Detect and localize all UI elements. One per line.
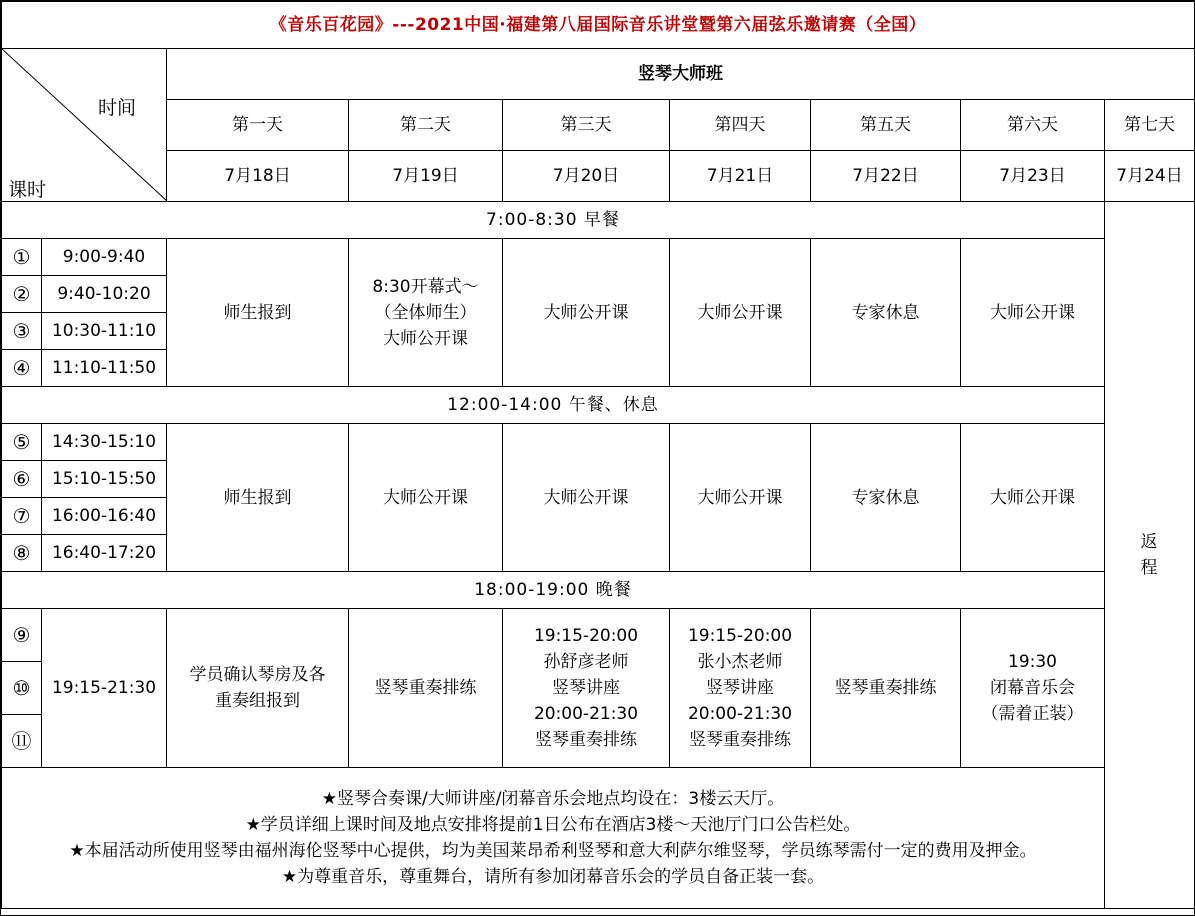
corner-label-time: 时间 [97,97,136,119]
day-header: 第六天 [961,100,1105,151]
cell-line: 8:30开幕式～ [372,276,479,297]
slot-time: 9:00-9:40 [42,239,167,276]
afternoon-day3: 大师公开课 [503,424,670,572]
slot-number: ⑥ [2,461,42,498]
slot-number: ① [2,239,42,276]
cell-line: 学员确认琴房及各 [189,665,326,685]
cell-line: 竖琴重奏排练 [535,730,637,750]
cell-line: 孙舒彦老师 [543,652,629,672]
morning-day2 [349,239,503,387]
page-title: 《音乐百花园》---2021中国·福建第八届国际音乐讲堂暨第六届弦乐邀请赛（全国） [2,2,1195,49]
cell-line: 19:30 [1008,652,1057,672]
slot-number: ③ [2,313,42,350]
afternoon-day2: 大师公开课 [349,424,503,572]
cell-line: 竖琴讲座 [552,678,620,698]
morning-day1: 师生报到 [167,239,349,387]
day-header: 第三天 [503,100,670,151]
slot-number: ⑧ [2,535,42,572]
date-header: 7月24日 [1105,151,1195,202]
slot-time: 16:40-17:20 [42,535,167,572]
slot-number: ② [2,276,42,313]
afternoon-day6: 大师公开课 [961,424,1105,572]
notes-section [2,768,1105,909]
cell-line: 20:00-21:30 [533,704,639,724]
evening-time: 19:15-21:30 [42,609,167,768]
slot-number: ⑨ [2,609,42,662]
schedule-table [1,1,1195,909]
meal-breakfast: 7:00-8:30 早餐 [2,202,1105,239]
note-item: ★本届活动所使用竖琴由福州海伦竖琴中心提供，均为美国莱昂希利竖琴和意大利萨尔维竖琴，学员练琴需付一定的费用及押金。 [69,841,1037,861]
cell-line: 20:00-21:30 [687,704,793,724]
date-header: 7月19日 [349,151,503,202]
return-cell [1105,202,1195,909]
slot-number: ④ [2,350,42,387]
slot-number: ⑦ [2,498,42,535]
morning-day6: 大师公开课 [961,239,1105,387]
morning-day4: 大师公开课 [670,239,811,387]
day-header: 第四天 [670,100,811,151]
class-title: 竖琴大师班 [167,49,1195,100]
evening-day5: 竖琴重奏排练 [811,609,961,768]
cell-line: 19:15-20:00 [533,626,639,646]
cell-line: （需着正装） [981,704,1084,724]
return-char: 返 [1140,532,1159,552]
cell-line: 闭幕音乐会 [990,678,1075,698]
cell-line: 重奏组报到 [215,691,300,711]
meal-lunch: 12:00-14:00 午餐、休息 [2,387,1105,424]
evening-day4 [670,609,811,768]
meal-dinner: 18:00-19:00 晚餐 [2,572,1105,609]
date-header: 7月22日 [811,151,961,202]
return-char: 程 [1140,558,1159,578]
cell-line: 张小杰老师 [697,652,783,672]
date-header: 7月21日 [670,151,811,202]
afternoon-day5: 专家休息 [811,424,961,572]
day-header: 第一天 [167,100,349,151]
day-header: 第二天 [349,100,503,151]
date-header: 7月18日 [167,151,349,202]
slot-time: 9:40-10:20 [42,276,167,313]
morning-day3: 大师公开课 [503,239,670,387]
afternoon-day4: 大师公开课 [670,424,811,572]
date-header: 7月23日 [961,151,1105,202]
day-header: 第五天 [811,100,961,151]
slot-number: ⑩ [2,662,42,715]
slot-time: 10:30-11:10 [42,313,167,350]
morning-day5: 专家休息 [811,239,961,387]
note-item: ★竖琴合奏课/大师讲座/闭幕音乐会地点均设在：3楼云天厅。 [321,789,785,809]
evening-day2: 竖琴重奏排练 [349,609,503,768]
corner-header [2,49,167,202]
evening-day1 [167,609,349,768]
afternoon-day1: 师生报到 [167,424,349,572]
cell-line: （全体师生） [374,302,477,323]
slot-number: ⑤ [2,424,42,461]
date-header: 7月20日 [503,151,670,202]
slot-time: 15:10-15:50 [42,461,167,498]
slot-time: 16:00-16:40 [42,498,167,535]
corner-label-period: 课时 [8,179,47,201]
cell-line: 大师公开课 [383,328,468,349]
cell-line: 竖琴重奏排练 [689,730,791,750]
day-header: 第七天 [1105,100,1195,151]
evening-day6 [961,609,1105,768]
cell-line: 19:15-20:00 [687,626,793,646]
slot-number: ⑪ [2,715,42,768]
slot-time: 11:10-11:50 [42,350,167,387]
cell-line: 竖琴讲座 [706,678,774,698]
evening-day3 [503,609,670,768]
slot-time: 14:30-15:10 [42,424,167,461]
note-item: ★学员详细上课时间及地点安排将提前1日公布在酒店3楼～天池厅门口公告栏处。 [245,815,861,835]
note-item: ★为尊重音乐，尊重舞台，请所有参加闭幕音乐会的学员自备正装一套。 [281,867,825,887]
